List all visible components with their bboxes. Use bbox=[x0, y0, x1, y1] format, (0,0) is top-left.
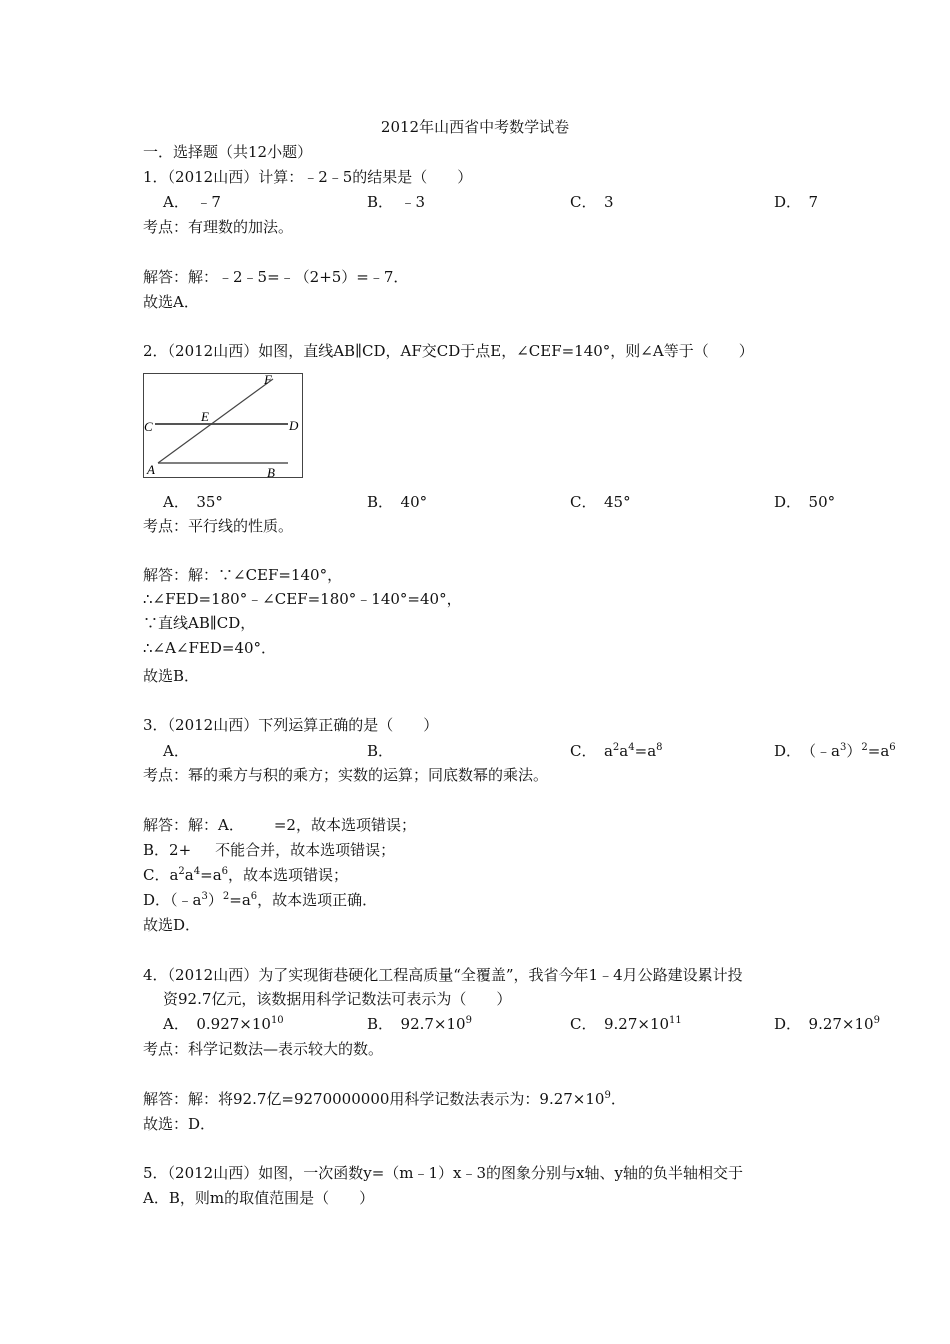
q4-option-a: A． $0.927\times 10^{10}$ bbox=[163, 1015, 284, 1033]
q2-kaodian: 考点：平行线的性质。 bbox=[143, 517, 294, 535]
label-a: A bbox=[147, 462, 155, 477]
q2-option-b: B． 40° bbox=[367, 493, 428, 511]
page-title: 2012年山西省中考数学试卷 bbox=[380, 118, 570, 136]
q3-option-b: B． bbox=[367, 742, 394, 760]
q4-option-d: D． $9.27\times 10^9$ bbox=[774, 1015, 880, 1033]
q3-jieda-line2: B．2+ 不能合并，故本选项错误； bbox=[143, 841, 396, 859]
q2-answer: 故选B． bbox=[143, 667, 200, 685]
q2-jieda-line4: ∴∠A∠FED=40°． bbox=[143, 639, 277, 657]
q2-jieda-line2: ∴∠FED=180°﹣∠CEF=180°﹣140°=40°， bbox=[143, 590, 462, 608]
q1-jieda: 解答：解：﹣2﹣5=﹣（2+5）=﹣7． bbox=[143, 268, 409, 286]
q4-option-b: B． $92.7\times 10^9$ bbox=[367, 1015, 472, 1033]
q1-kaodian: 考点：有理数的加法。 bbox=[143, 218, 294, 236]
q1-option-a: A． ﹣7 bbox=[163, 193, 221, 211]
q3-jieda-line3: C．$a^2a^4=a^6$，故本选项错误； bbox=[143, 866, 349, 884]
label-e: E bbox=[201, 409, 209, 424]
q2-stem: 2．（2012山西）如图，直线AB∥CD，AF交CD于点E，∠CEF=140°，则∠A等于（ ） bbox=[143, 342, 754, 360]
figure-frame bbox=[144, 374, 303, 478]
q3-kaodian: 考点：幂的乘方与积的乘方；实数的运算；同底数幂的乘法。 bbox=[143, 766, 549, 784]
q1-option-d: D． 7 bbox=[774, 193, 819, 211]
q3-answer: 故选D． bbox=[143, 916, 201, 934]
label-c: C bbox=[144, 419, 153, 434]
label-f: F bbox=[264, 373, 272, 387]
label-b: B bbox=[267, 465, 275, 478]
q3-option-d: D． $(﹣a^3)^2=a^6$ bbox=[774, 742, 896, 760]
q1-option-b: B． ﹣3 bbox=[367, 193, 426, 211]
q4-stem-line1: 4．（2012山西）为了实现街巷硬化工程高质量“全覆盖”，我省今年1﹣4月公路建设累计投 bbox=[143, 966, 743, 984]
q4-option-c: C． $9.27\times 10^{11}$ bbox=[570, 1015, 682, 1033]
q1-option-c: C． 3 bbox=[570, 193, 614, 211]
q1-answer: 故选A． bbox=[143, 293, 199, 311]
q2-option-d: D． 50° bbox=[774, 493, 836, 511]
label-d: D bbox=[289, 418, 299, 433]
q5-stem-line1: 5．（2012山西）如图，一次函数y=（m﹣1）x﹣3的图象分别与x轴、y轴的负半轴相交于 bbox=[143, 1164, 743, 1182]
q2-jieda-line1: 解答：解：∵∠CEF=140°， bbox=[143, 566, 343, 584]
q2-figure bbox=[143, 373, 303, 478]
q2-option-c: C． 45° bbox=[570, 493, 631, 511]
q2-option-a: A． 35° bbox=[163, 493, 223, 511]
q4-stem-line2: 资92.7亿元，该数据用科学记数法可表示为（ ） bbox=[163, 990, 512, 1008]
q1-stem: 1．（2012山西）计算：﹣2﹣5的结果是（ ） bbox=[143, 168, 473, 186]
q4-answer: 故选：D． bbox=[143, 1115, 216, 1133]
q4-jieda: 解答：解：将92.7亿=9270000000用科学记数法表示为：$9.27\times 10^9$． bbox=[143, 1090, 626, 1108]
q3-stem: 3．（2012山西）下列运算正确的是（ ） bbox=[143, 716, 439, 734]
q4-kaodian: 考点：科学记数法—表示较大的数。 bbox=[143, 1040, 384, 1058]
q3-option-a: A． bbox=[163, 742, 189, 760]
section-heading: 一．选择题（共12小题） bbox=[143, 143, 313, 161]
q5-stem-line2: A．B，则m的取值范围是（ ） bbox=[143, 1189, 375, 1207]
q3-jieda-line1: 解答：解：A． =2，故本选项错误； bbox=[143, 816, 416, 834]
q3-option-c: C． $a^2a^4=a^8$ bbox=[570, 742, 663, 760]
q2-jieda-line3: ∵直线AB∥CD， bbox=[143, 614, 256, 632]
q3-jieda-line4: D．$(﹣a^3)^2=a^6$，故本选项正确． bbox=[143, 891, 378, 909]
